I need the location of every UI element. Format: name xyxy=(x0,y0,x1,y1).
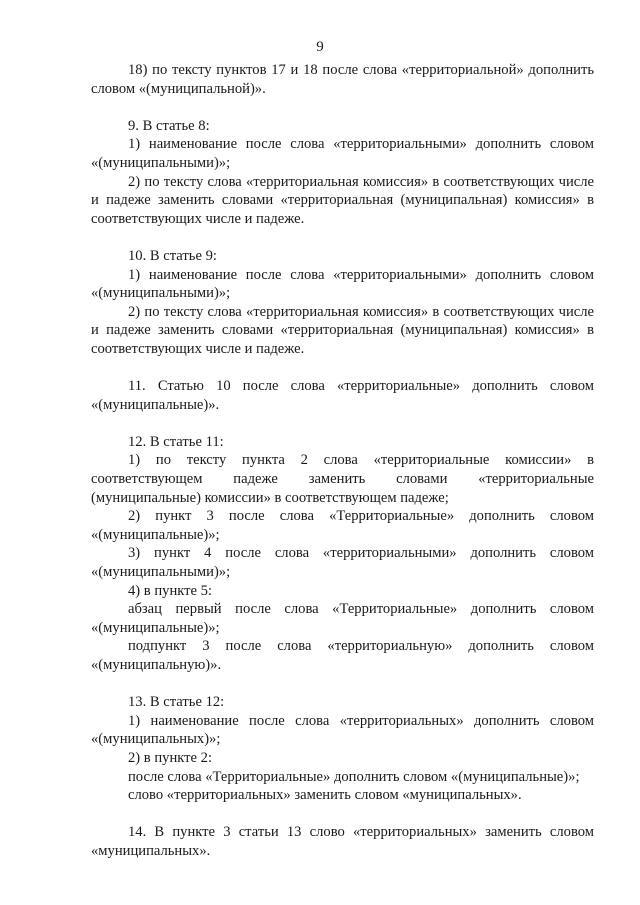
paragraph-spacer xyxy=(91,675,594,694)
paragraph: 1) по тексту пункта 2 слова «территориальные комиссии» в соответствующем падеже заменить словами «территориальные (муниципальные) комиссии» в соответствующем падеже; xyxy=(91,452,594,506)
paragraph: 2) в пункте 2: xyxy=(128,749,213,766)
paragraph: 3) пункт 4 после слова «территориальными» дополнить словом «(муниципальными)»; xyxy=(91,545,594,581)
paragraph: 2) по тексту слова «территориальная комиссия» в соответствующих числе и падеже заменить словами «территориальная (муниципальная) комиссия» в соответствующих числе и падеже. xyxy=(91,303,594,357)
paragraph-spacer xyxy=(91,805,594,824)
paragraph-spacer xyxy=(91,414,594,433)
paragraph: 2) пункт 3 после слова «Территориальные» дополнить словом «(муниципальные)»; xyxy=(91,508,594,543)
document-body xyxy=(91,61,594,861)
paragraph: 14. В пункте 3 статьи 13 слово «территориальных» заменить словом «муниципальных». xyxy=(91,824,594,859)
paragraph: абзац первый после слова «Территориальные» дополнить словом «(муниципальные)»; xyxy=(91,601,594,636)
paragraph: после слова «Территориальные» дополнить словом «(муниципальные)»; xyxy=(128,768,580,785)
paragraph: 1) наименование после слова «территориальными» дополнить словом «(муниципальными)»; xyxy=(91,136,594,171)
paragraph: 2) по тексту слова «территориальная комиссия» в соответствующих числе и падеже заменить словами «территориальная (муниципальная) комиссия» в соответствующих числе и падеже. xyxy=(91,173,594,227)
paragraph: 1) наименование после слова «территориальными» дополнить словом «(муниципальными)»; xyxy=(91,266,594,302)
paragraph: 9. В статье 8: xyxy=(128,117,210,134)
paragraph: подпункт 3 после слова «территориальную» дополнить словом «(муниципальную)». xyxy=(91,638,594,673)
paragraph: 13. В статье 12: xyxy=(128,694,225,711)
paragraph: 10. В статье 9: xyxy=(128,247,217,264)
paragraph: 4) в пункте 5: xyxy=(128,582,213,599)
paragraph-spacer xyxy=(91,359,594,378)
page-number: 9 xyxy=(316,39,324,55)
paragraph: слово «территориальных» заменить словом «муниципальных». xyxy=(128,787,522,804)
paragraph: 1) наименование после слова «территориальных» дополнить словом «(муниципальных)»; xyxy=(91,712,594,748)
paragraph: 12. В статье 11: xyxy=(128,433,224,450)
paragraph-spacer xyxy=(91,228,594,247)
paragraph: 11. Статью 10 после слова «территориальные» дополнить словом «(муниципальные)». xyxy=(91,378,594,413)
paragraph: 18) по тексту пунктов 17 и 18 после слова «территориальной» дополнить словом «(муниципальной)». xyxy=(91,62,594,97)
paragraph-spacer xyxy=(91,98,594,117)
